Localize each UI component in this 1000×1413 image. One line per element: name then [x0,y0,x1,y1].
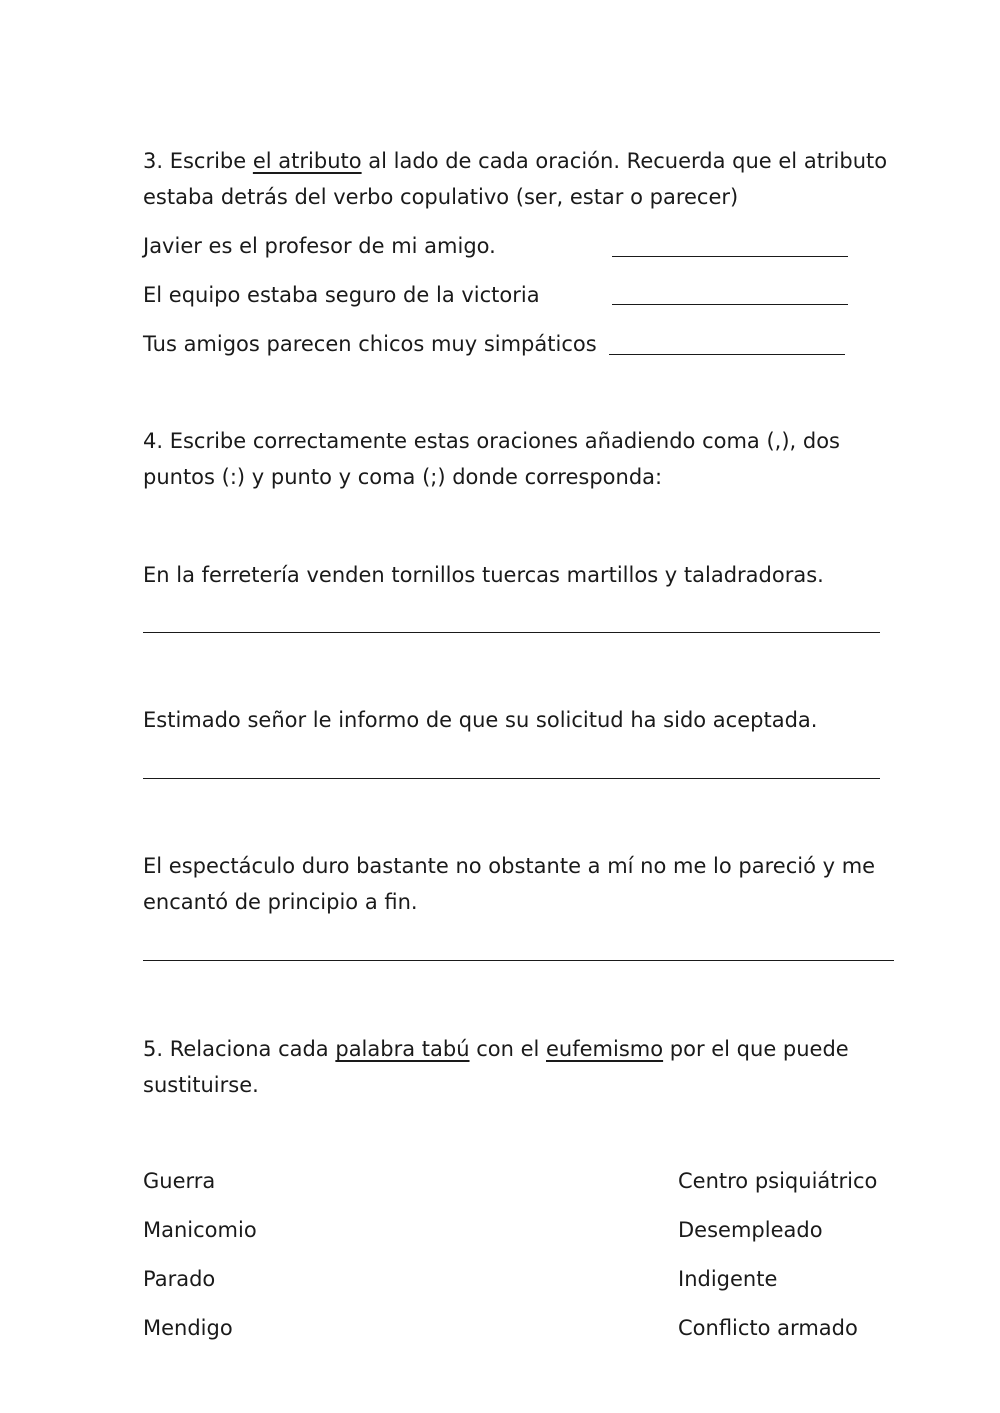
ex4-sentence-2: Estimado señor le informo de que su solicitud ha sido aceptada. [143,708,818,732]
ex4-sentence-1: En la ferretería venden tornillos tuercas martillos y taladradoras. [143,563,824,587]
taboo-word[interactable]: Guerra [143,1169,216,1193]
ex3-sentence-1: Javier es el profesor de mi amigo. [143,234,496,258]
ex5-instruction-line1 [143,1031,849,1067]
ex5-instruction-line2: sustituirse. [143,1073,259,1097]
taboo-word[interactable]: Parado [143,1267,216,1291]
taboo-word[interactable]: Manicomio [143,1218,257,1242]
ex3-number: 3. Escribe [143,149,253,173]
ex4-answer-line-1[interactable] [143,632,880,633]
euphemism-word[interactable]: Centro psiquiátrico [678,1169,878,1193]
ex3-answer-blank-1[interactable] [612,256,848,257]
ex3-instruction-line1 [143,143,887,179]
ex5-number: 5. Relaciona cada [143,1037,336,1061]
ex5-keyword-euphemism: eufemismo [546,1037,664,1061]
ex3-instruction-rest: al lado de cada oración. Recuerda que el atributo [361,149,888,173]
ex3-answer-blank-3[interactable] [609,354,845,355]
taboo-word[interactable]: Mendigo [143,1316,233,1340]
ex4-instruction-line1: 4. Escribe correctamente estas oraciones añadiendo coma (,), dos [143,429,840,453]
ex4-answer-line-2[interactable] [143,778,880,779]
euphemism-word[interactable]: Indigente [678,1267,778,1291]
ex3-instruction-line2: estaba detrás del verbo copulativo (ser, estar o parecer) [143,185,739,209]
ex5-instruction-mid: con el [469,1037,546,1061]
ex5-keyword-taboo: palabra tabú [335,1037,470,1061]
ex4-instruction-line2: puntos (:) y punto y coma (;) donde corresponda: [143,465,663,489]
ex4-answer-line-3[interactable] [143,960,894,961]
ex3-sentence-3: Tus amigos parecen chicos muy simpáticos [143,332,597,356]
ex3-keyword: el atributo [252,149,362,173]
ex3-sentence-2: El equipo estaba seguro de la victoria [143,283,540,307]
ex4-sentence-3-line1: El espectáculo duro bastante no obstante a mí no me lo pareció y me [143,854,876,878]
euphemism-word[interactable]: Desempleado [678,1218,823,1242]
ex4-sentence-3-line2: encantó de principio a fin. [143,890,418,914]
ex5-instruction-post: por el que puede [663,1037,849,1061]
euphemism-word[interactable]: Conflicto armado [678,1316,858,1340]
ex3-answer-blank-2[interactable] [612,304,848,305]
